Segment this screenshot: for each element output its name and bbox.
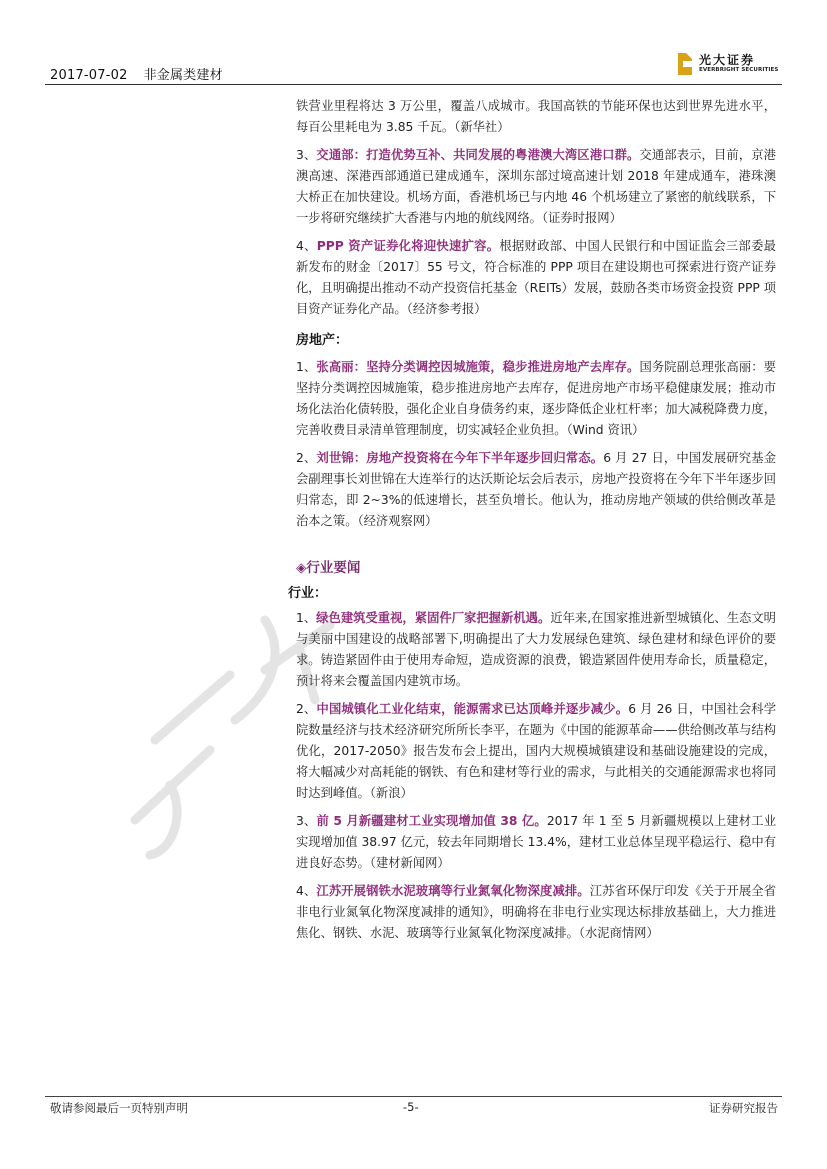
header-divider [45,84,782,85]
news-body: 交通部表示，目前，京港澳高速、深港西部通道已建成通车，深圳东部过境高速计划 2018 年建成通车，港珠澳大桥正在加快建设。机场方面，香港机场已与内地 46 个机场建立了紧密的航线联系，下一步将研究继续扩大香港与内地的航线网络。（证券时报网） [296,148,776,225]
news-body: 近年来,在国家推进新型城镇化、生态文明与美丽中国建设的战略部署下,明确提出了大力发展绿色建筑、绿色建材和绿色评价的要求。铸造紧固件由于使用寿命短，造成资源的浪费，锻造紧固件使用寿命长，质量稳定，预计将来会覆盖国内建筑市场。 [296,611,776,688]
section-title-industry-news: ◈行业要闻 [296,560,361,576]
logo-text-cn: 光大证券 [699,53,756,67]
logo-mark-icon [677,52,693,76]
main-content [288,96,776,951]
section-title-realestate: 房地产： [296,333,349,348]
news-headline: 张高丽：坚持分类调控因城施策，稳步推进房地产去库存。 [316,360,640,374]
report-date: 2017-07-02 [50,68,128,83]
everbright-logo [677,48,782,80]
news-headline: 前 5 月新疆建材工业实现增加值 38 亿。 [316,814,547,828]
news-headline: 交通部：打造优势互补、共同发展的粤港澳大湾区港口群。 [316,148,640,162]
report-category: 非金属类建材 [143,68,223,83]
logo-text-en: EVERBRIGHT SECURITIES [699,67,779,73]
news-headline: PPP 资产证券化将迎快速扩容。 [316,239,500,253]
news-item-green-building: 1、绿色建筑受重视，紧固件厂家把握新机遇。近年来,在国家推进新型城镇化、生态文明与美丽中国建设的战略部署下,明确提出了大力发展绿色建筑、绿色建材和绿色评价的要求。铸造紧固件由于使用寿命短，造成资源的浪费，锻造紧固件使用寿命长，质量稳定，预计将来会覆盖国内建筑市场。 [296,611,776,688]
footer-report-type: 证券研究报告 [709,1101,778,1115]
footer-divider [45,1096,782,1097]
news-body: 2017 年 1 至 5 月新疆规模以上建材工业实现增加值 38.97 亿元，较去年同期增长 13.4%，建材工业总体呈现平稳运行、稳中有进良好态势。（建材新闻网） [296,814,776,870]
news-item-liu: 2、刘世锦：房地产投资将在今年下半年逐步回归常态。6 月 27 日，中国发展研究基金会副理事长刘世锦在大连举行的达沃斯论坛会后表示，房地产投资将在今年下半年逐步回归常态，即 2~3%的低速增长，甚至负增长。他认为，推动房地产领域的供给侧改革是治本之策。（经济观察网） [296,451,776,528]
footer-disclaimer: 敬请参阅最后一页特别声明 [50,1101,188,1115]
news-headline: 刘世锦：房地产投资将在今年下半年逐步回归常态。 [316,451,604,465]
news-item-jiangsu: 4、江苏开展钢铁水泥玻璃等行业氮氧化物深度减排。江苏省环保厅印发《关于开展全省非电行业氮氧化物深度减排的通知》，明确将在非电行业实现达标排放基础上，大力推进焦化、钢铁、水泥、玻璃等行业氮氧化物深度减排。（水泥商情网） [296,884,776,940]
news-headline: 江苏开展钢铁水泥玻璃等行业氮氧化物深度减排。 [316,884,590,898]
news-body: 国务院副总理张高丽：要坚持分类调控因城施策，稳步推进房地产去库存，促进房地产市场平稳健康发展；推动市场化法治化债转股，强化企业自身债务约束，逐步降低企业杠杆率；加大减税降费力度，完善收费目录清单管理制度，切实减轻企业负担。（Wind 资讯） [296,360,776,437]
news-item-zhang: 1、张高丽：坚持分类调控因城施策，稳步推进房地产去库存。国务院副总理张高丽：要坚持分类调控因城施策，稳步推进房地产去库存，促进房地产市场平稳健康发展；推动市场化法治化债转股，强化企业自身债务约束，逐步降低企业杠杆率；加大减税降费力度，完善收费目录清单管理制度，切实减轻企业负担。（Wind 资讯） [296,360,776,437]
news-body: 根据财政部、中国人民银行和中国证监会三部委最新发布的财金〔2017〕55 号文，符合标准的 PPP 项目在建设期也可探索进行资产证券化，且明确提出推动不动产投资信托基金（REITs）发展，鼓励各类市场资金投资 PPP 项目资产证券化产品。（经济参考报） [296,239,776,316]
page-header [45,48,782,86]
news-item-energy-demand: 2、中国城镇化工业化结束，能源需求已达顶峰并逐步减少。6 月 26 日，中国社会科学院数量经济与技术经济研究所所长李平，在题为《中国的能源革命——供给侧改革与结构优化，2017-2050》报告发布会上提出，国内大规模城镇建设和基础设施建设的完成，将大幅减少对高耗能的钢铁、有色和建材等行业的需求，与此相关的交通能源需求也将同时达到峰值。（新浪） [296,702,776,800]
news-headline: 绿色建筑受重视，紧固件厂家把握新机遇。 [316,611,551,625]
news-item-transport: 3、交通部：打造优势互补、共同发展的粤港澳大湾区港口群。交通部表示，目前，京港澳高速、深港西部通道已建成通车，深圳东部过境高速计划 2018 年建成通车，港珠澳大桥正在加快建设。机场方面，香港机场已与内地 46 个机场建立了紧密的航线联系，下一步将研究继续扩大香港与内地的航线网络。（证券时报网） [296,148,776,225]
section-title-industry: 行业： [288,586,328,601]
news-item-xinjiang: 3、前 5 月新疆建材工业实现增加值 38 亿。2017 年 1 至 5 月新疆规模以上建材工业实现增加值 38.97 亿元，较去年同期增长 13.4%，建材工业总体呈现平稳运行、稳中有进良好态势。（建材新闻网） [296,814,776,870]
news-item-ppp: 4、PPP 资产证券化将迎快速扩容。根据财政部、中国人民银行和中国证监会三部委最新发布的财金〔2017〕55 号文，符合标准的 PPP 项目在建设期也可探索进行资产证券化，且明确提出推动不动产投资信托基金（REITs）发展，鼓励各类市场资金投资 PPP 项目资产证券化产品。（经济参考报） [296,239,776,316]
news-headline: 中国城镇化工业化结束，能源需求已达顶峰并逐步减少。 [316,702,629,716]
news-body: 6 月 27 日，中国发展研究基金会副理事长刘世锦在大连举行的达沃斯论坛会后表示，房地产投资将在今年下半年逐步回归常态，即 2~3%的低速增长，甚至负增长。他认为，推动房地产领域的供给侧改革是治本之策。（经济观察网） [296,451,776,528]
paragraph-continued: 铁营业里程将达 3 万公里，覆盖八成城市。我国高铁的节能环保也达到世界先进水平，每百公里耗电为 3.85 千瓦。（新华社） [296,99,776,134]
header-text [50,64,239,83]
page-number: -5- [403,1100,419,1114]
news-body: 6 月 26 日，中国社会科学院数量经济与技术经济研究所所长李平，在题为《中国的能源革命——供给侧改革与结构优化，2017-2050》报告发布会上提出，国内大规模城镇建设和基础设施建设的完成，将大幅减少对高耗能的钢铁、有色和建材等行业的需求，与此相关的交通能源需求也将同时达到峰值。（新浪） [296,702,776,800]
diamond-icon: ◈ [296,560,307,576]
news-body: 江苏省环保厅印发《关于开展全省非电行业氮氧化物深度减排的通知》，明确将在非电行业实现达标排放基础上，大力推进焦化、钢铁、水泥、玻璃等行业氮氧化物深度减排。（水泥商情网） [296,884,776,940]
